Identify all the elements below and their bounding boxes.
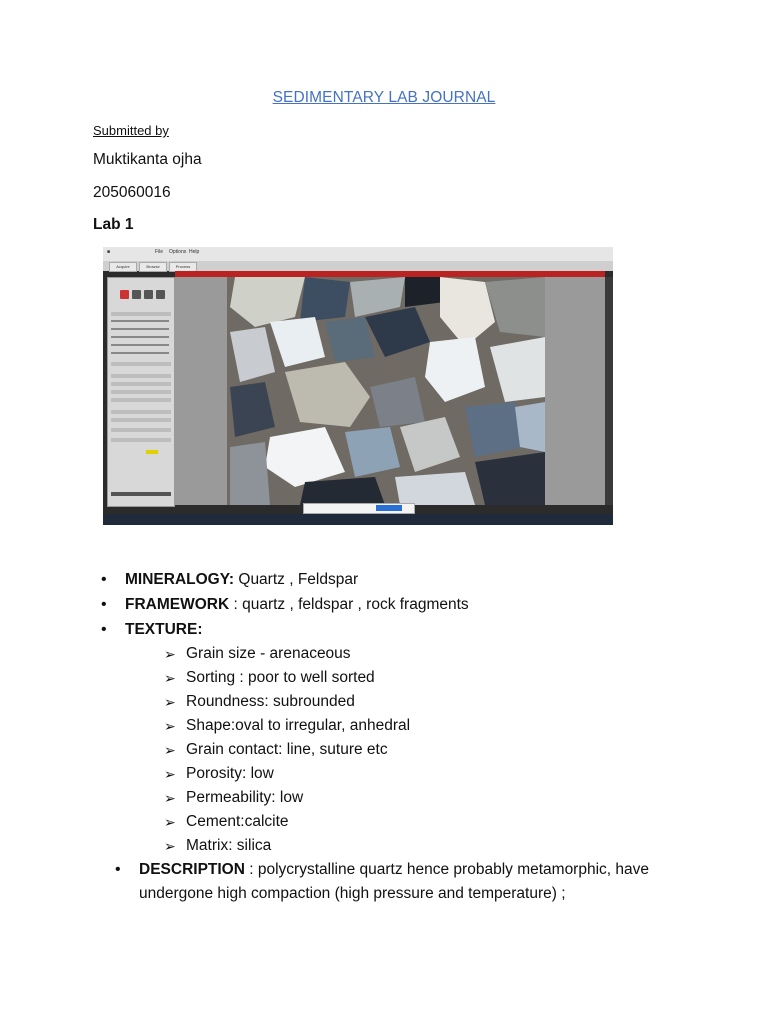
list-item: ➢ Sorting : poor to well sorted bbox=[164, 667, 410, 691]
list-item: • FRAMEWORK : quartz , feldspar , rock fragments bbox=[93, 594, 469, 619]
tab-browse: Browse bbox=[139, 262, 167, 272]
menu-options: Options bbox=[169, 249, 187, 255]
microscope-viewer bbox=[175, 277, 605, 505]
camera-control-panel bbox=[107, 277, 175, 507]
list-item: • TEXTURE: bbox=[93, 619, 469, 644]
list-item: ➢ Grain contact: line, suture etc bbox=[164, 739, 410, 763]
windows-taskbar bbox=[103, 514, 613, 525]
list-item: ➢ Matrix: silica bbox=[164, 835, 410, 859]
list-item: ➢ Cement:calcite bbox=[164, 811, 410, 835]
lab-heading: Lab 1 bbox=[93, 216, 134, 233]
description-item: • DESCRIPTION : polycrystalline quartz hence probably metamorphic, have undergone high compaction (high pressure and temperature) ; bbox=[115, 858, 699, 906]
df-icon bbox=[156, 290, 165, 299]
main-bullet-list bbox=[93, 569, 469, 644]
list-item: ➢ Roundness: subrounded bbox=[164, 691, 410, 715]
viewer-scrollbar bbox=[605, 277, 613, 505]
notification-bar bbox=[303, 503, 415, 514]
record-icon bbox=[120, 290, 129, 299]
microscope-screenshot bbox=[103, 247, 613, 525]
tab-process: Process bbox=[169, 262, 197, 272]
submitted-by-label: Submitted by bbox=[93, 123, 169, 138]
list-item: ➢ Porosity: low bbox=[164, 763, 410, 787]
list-item: ➢ Shape:oval to irregular, anhedral bbox=[164, 715, 410, 739]
list-item: ➢ Permeability: low bbox=[164, 787, 410, 811]
texture-list bbox=[164, 643, 410, 859]
app-tabs bbox=[103, 261, 613, 271]
tab-acquire: Acquire bbox=[109, 262, 137, 272]
author-name: Muktikanta ojha bbox=[93, 151, 202, 168]
bf-icon bbox=[144, 290, 153, 299]
menu-file: File bbox=[155, 249, 164, 255]
document-title: SEDIMENTARY LAB JOURNAL bbox=[272, 89, 496, 106]
app-logo: ■ bbox=[107, 249, 111, 255]
roll-number: 205060016 bbox=[93, 184, 171, 201]
camera-icon bbox=[132, 290, 141, 299]
list-item: • MINERALOGY: Quartz , Feldspar bbox=[93, 569, 469, 594]
list-item: ➢ Grain size - arenaceous bbox=[164, 643, 410, 667]
menu-help: Help bbox=[189, 249, 200, 255]
app-menubar bbox=[103, 247, 613, 262]
thin-section-image bbox=[175, 277, 605, 505]
